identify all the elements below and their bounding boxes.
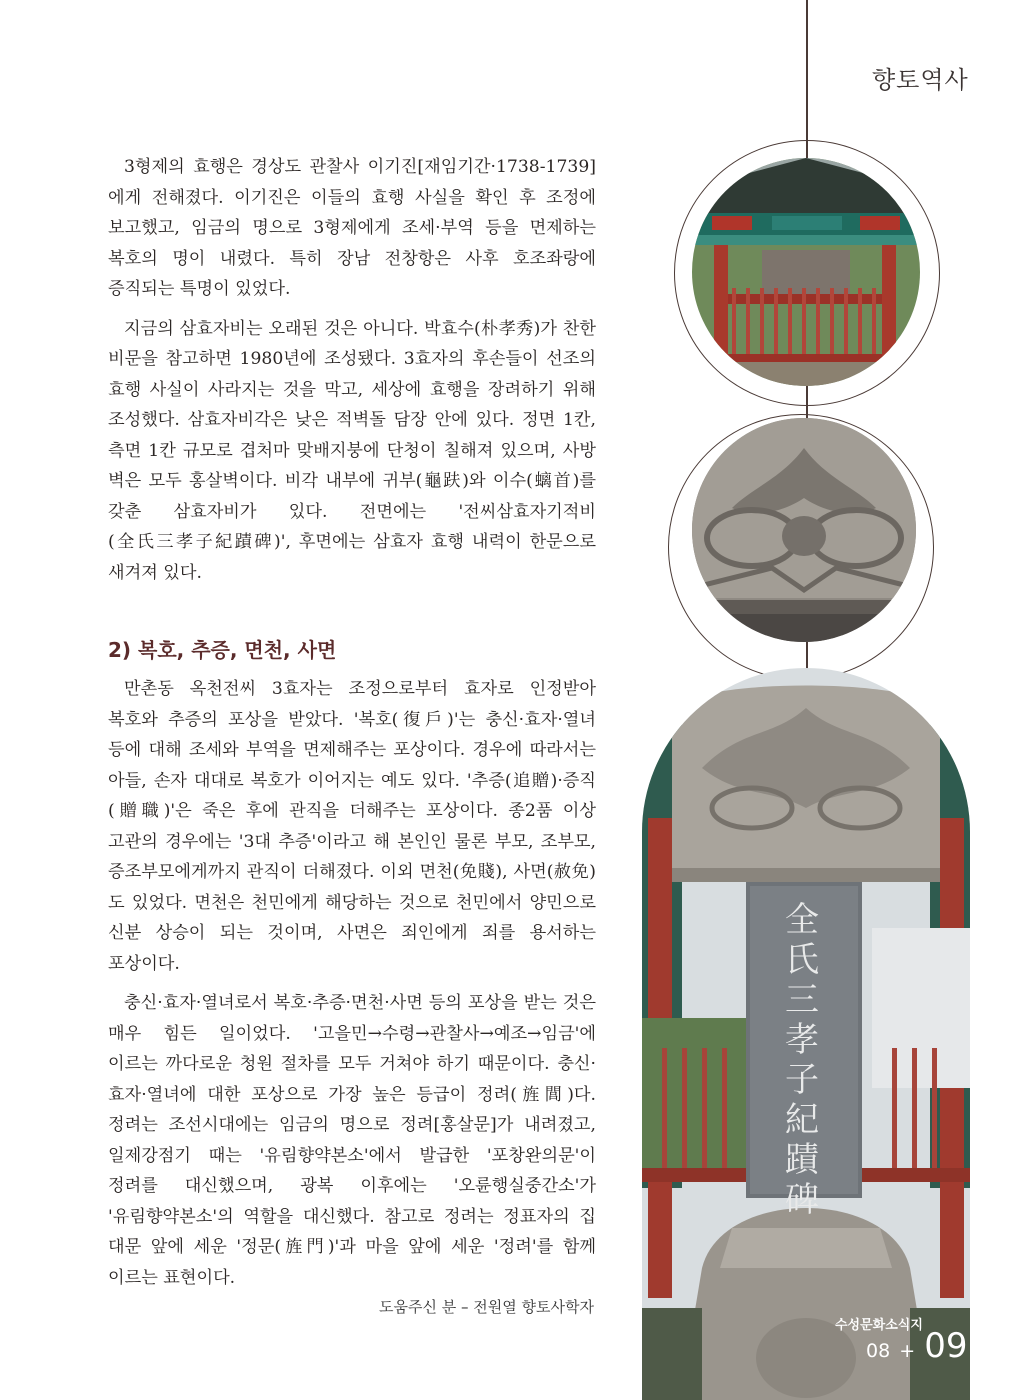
paragraph-1: 3형제의 효행은 경상도 관찰사 이기진[재임기간·1738-1739]에게 전해졌다. 이기진은 이들의 효행 사실을 확인 후 조정에 보고했고, 임금의 명으로 3형제에게 조세·부역 등을 면제하는 복호의 명이 내렸다. 특히 장남 전창항은 사후 호조좌랑에 증직되는 특명이 있었다.: [108, 157, 596, 299]
paragraph-2: 지금의 삼효자비는 오래된 것은 아니다. 박효수(朴孝秀)가 찬한 비문을 참고하면 1980년에 조성됐다. 3효자의 후손들이 선조의 효행 사실이 사라지는 것을 막고, 세상에 효행을 장려하기 위해 조성했다. 삼효자비각은 낮은 적벽돌 담장 안에 있다. 정면 1칸, 측면 1칸 규모로 겹처마 맞배지붕에 단청이 칠해져 있으며, 사방 벽은 모두 홍살벽이다. 비각 내부에 귀부(龜趺)와 이수(螭首)를 갖춘 삼효자비가 있다. 전면에는 '전씨삼효자기적비(全氏三孝子紀蹟碑)', 후면에는 삼효자 효행 내력이 한문으로 새겨져 있다.: [108, 318, 596, 583]
publication-name: 수성문화소식지: [835, 1318, 923, 1333]
paragraph-3: 만촌동 옥천전씨 3효자는 조정으로부터 효자로 인정받아 복호와 추증의 포상을 받았다. '복호(復戶)'는 충신·효자·열녀 등에 대해 조세와 부역을 면제해주는 포상이다. 경우에 따라서는 아들, 손자 대대로 복호가 이어지는 예도 있다. '추증(追贈)·증직(贈職)'은 죽은 후에 관직을 더해주는 포상이다. 종2품 이상 고관의 경우에는 '3대 추증'이라고 해 본인인 물론 부모, 조부모, 증조부모에게까지 관직이 더해졌다. 이외 면천(免賤), 사면(赦免)도 있었다. 면천은 천민에게 해당하는 것으로 천민에서 양민으로 신분 상승이 되는 것이며, 사면은 죄인에게 죄를 용서하는 포상이다.: [108, 679, 596, 974]
carving-illustration: [692, 418, 916, 642]
page-plus: +: [899, 1340, 916, 1362]
section-label: 향토역사: [872, 66, 969, 94]
carving-photo: [692, 418, 916, 642]
pavilion-photo: [692, 158, 920, 386]
section-heading: 2) 복호, 추증, 면천, 사면: [108, 638, 337, 662]
page-right: 09: [924, 1326, 968, 1366]
stele-inscription: 全氏三孝子紀蹟碑: [785, 900, 819, 1220]
credit-line: 도움주신 분 – 전원열 향토사학자: [379, 1298, 594, 1316]
stele-photo: [642, 668, 970, 1400]
paragraph-4: 충신·효자·열녀로서 복호·추증·면천·사면 등의 포상을 받는 것은 매우 힘든 일이었다. '고을민→수령→관찰사→예조→임금'에 이르는 까다로운 청원 절차를 모두 거쳐야 하기 때문이다. 충신·효자·열녀에 대한 포상으로 가장 높은 등급이 정려(旌閭)다. 정려는 조선시대에는 임금의 명으로 정려[홍살문]가 내려졌고, 일제강점기 때는 '유림향약본소'에서 발급한 '포창완의문'이 정려를 대신했으며, 광복 이후에는 '오륜행실중간소'가 '유림향약본소'의 역할을 대신했다. 참고로 정려는 정표자의 집 대문 앞에 세운 '정문(旌門)'과 마을 앞에 세운 '정려'를 함께 이르는 표현이다.: [108, 993, 596, 1288]
pavilion-illustration: [692, 158, 920, 386]
page-numbers: [866, 1326, 968, 1366]
page-left: 08: [866, 1340, 891, 1362]
article-top: [108, 152, 596, 588]
article-bottom: [108, 674, 596, 1293]
